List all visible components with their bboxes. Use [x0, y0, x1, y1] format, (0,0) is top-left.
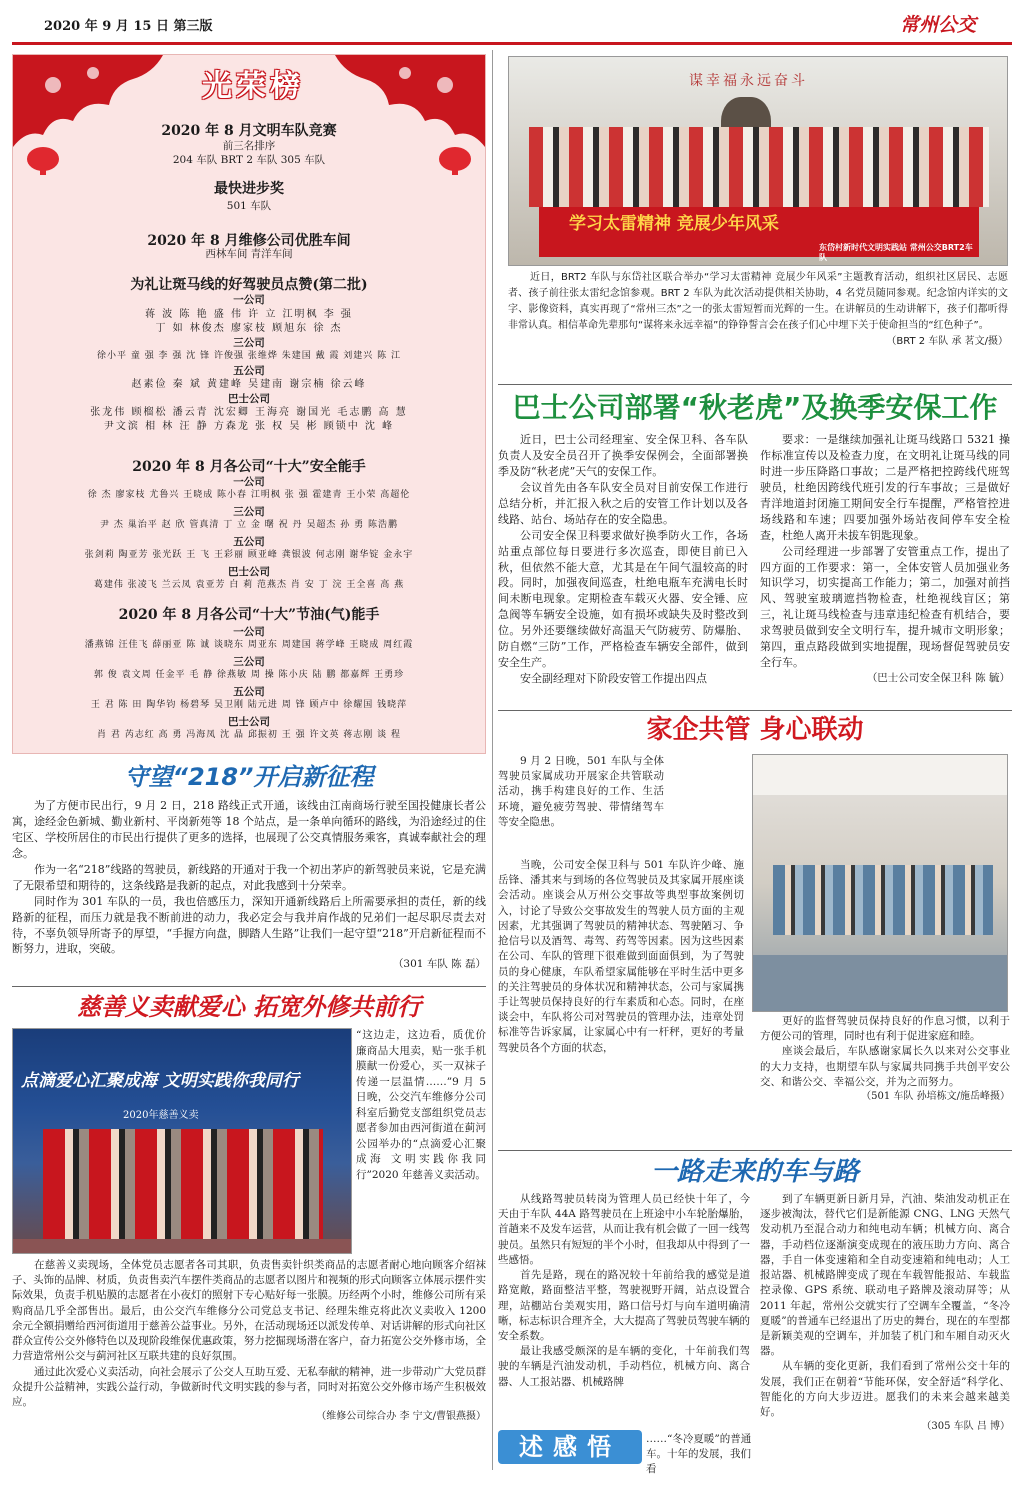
company-label: 三公司	[233, 506, 265, 518]
paragraph: 会议首先由各车队安全员对目前安保工作进行总结分析，并汇报入秋之后的安管工作计划以及各线路、站台、场站存在的安全隐患。	[498, 480, 748, 526]
column-badge: 述感悟	[498, 1430, 642, 1464]
section-heading: 2020 年 8 月维修公司优胜车间	[147, 233, 351, 249]
section-heading: 2020 年 8 月文明车队竞赛	[161, 123, 337, 139]
paragraph: 为了方便市民出行，9 月 2 日，218 路线正式开通，该线由江南商场行驶至国投健康长者公寓，途经金色新城、勤业新村、平岗新苑等 18 个站点，是一条单向循环的路线，为沿途经过的住宅区、学校所居住的市民出行提供了更多的选择，也展现了公交真情服务乘客，真诚奉献社会的理念。	[12, 799, 486, 860]
caption-text: 近日，BRT2 车队与东岱社区联合举办“学习太雷精神 竞展少年风采”主题教育活动，组织社区居民、志愿者、孩子前往张太雷纪念馆参观。BRT 2 车队为此次活动提供相关协助，4 名党员随同参观。纪念馆内详实的文字、影像资料，真实再现了“常州三杰”之一的张太雷短暂而光辉的一生。在讲解员的生动讲解下，孩子们都听得非常认真。相信革命先辈那句“谋将来永远幸福”的铮铮誓言会在孩子们心中埋下关于使命担当的“红色种子”。	[508, 272, 1008, 331]
honor-line: 徐小平 童 强 李 强 沈 锋 许俊强 张维烨 朱建国 戴 霞 刘建兴 陈 江	[96, 351, 402, 361]
paragraph: 最让我感受颇深的是车辆的变化，十年前我们驾驶的车辆是汽油发动机，手动档位，机械方向、离合器、人工报站器、机械路牌	[498, 1345, 750, 1388]
article-body	[12, 798, 486, 973]
honor-line: 肖 君 芮志红 高 勇 冯海凤 沈 晶 邱振初 王 强 许文英 蒋志刚 谈 程	[96, 730, 402, 740]
photo-charity-event	[12, 1028, 352, 1254]
company-label: 巴士公司	[228, 566, 270, 578]
honor-line: 郭 俊 袁文周 任金平 毛 静 徐燕敏 周 操 陈小庆 陆 鹏 都嘉辉 王勇珍	[93, 670, 405, 680]
honor-board-title: 光荣榜	[202, 69, 304, 104]
honor-line: 501 车队	[226, 200, 272, 212]
divider	[498, 384, 1012, 385]
photo-brt2-visit	[508, 56, 1008, 266]
company-label: 一公司	[233, 476, 265, 488]
group-of-volunteers	[43, 1129, 323, 1239]
paragraph: 近日，巴士公司经理室、安全保卫科、各车队负责人及安全员召开了换季安保例会，全面部署换季及防“秋老虎”天气的安保工作。	[498, 433, 748, 478]
paragraph: 作为一名“218”线路的驾驶员，新线路的开通对于我一个初出茅庐的新驾驶员来说，它是充满了无限希望和期待的，这条线路是我新的起点，对此我感到十分荣幸。	[12, 862, 486, 892]
paragraph: 公司安全保卫科要求做好换季防火工作，各场站重点部位每日要进行多次巡查，即使目前已入秋，但依然不能大意，尤其是在午间气温较高的时段。同时，加强夜间巡查，杜绝电瓶车充满电长时间未断电现象。定期检查车载灭火器、安全锤、应急阀等车辆安全设施，如有损坏或缺失及时整改到位。另外还要继续做好高温天气防疲劳、防爆胎、防自燃“三防”工作，严格检查车辆安全部件，做到安全生产。	[498, 528, 748, 670]
section-heading: 2020 年 8 月各公司“十大”安全能手	[132, 459, 366, 475]
paragraph: 通过此次爱心义卖活动，向社会展示了公交人互助互爱、无私奉献的精神，进一步带动广大党员群众提升公益精神，实践公益行动，争做新时代文明实践的参与者，同时对拓宽公交外修市场产生积极效应。	[12, 1365, 486, 1408]
article-column	[760, 1192, 1010, 1435]
foreground	[753, 955, 1008, 1012]
article-column	[760, 432, 1010, 686]
honor-line: 潘燕锦 汪佳飞 薛丽亚 陈 诚 谈晓东 周亚东 周建国 蒋学峰 王晓成 周红霞	[84, 640, 414, 650]
article-column	[498, 858, 744, 1148]
issue-date: 2020 年 9 月 15 日 第三版	[44, 19, 213, 34]
column-rule	[492, 50, 493, 1470]
article-credit: （维修公司综合办 李 宁文/曹银燕摄）	[316, 1411, 486, 1423]
honor-line: 西林车间 青洋车间	[205, 248, 293, 260]
header-rule	[12, 42, 1012, 45]
headline-charity: 慈善义卖献爱心 拓宽外修共前行	[76, 993, 422, 1021]
paragraph: 当晚，公司安全保卫科与 501 车队许少峰、施岳锋、潘其来与到场的各位驾驶员及其家属开展座谈会活动。座谈会从万州公交事故等典型事故案例切入，讨论了导致公交事故发生的驾驶人员方面的主观因素，尤其强调了驾驶员的精神状态、驾驶陋习、争抢信号以及酒驾、毒驾、药驾等因素。因为这些因素在公司、车队的管理下很难做到面面俱到，为了驾驶员的身心健康，车队希望家属能够在平时生活中更多的关注驾驶员的身体状况和精神状态，公司与家属携手让驾驶员保持良好的行车素质和心态。同时，在座谈会中，车队将公司对驾驶员的管理办法，违章处罚标准等告诉家属，让家属心中有一杆秤，更好的考量驾驶员各个方面的状态，	[498, 859, 744, 1054]
group-of-people	[529, 127, 989, 207]
photo-banner: 点滴爱心汇聚成海 文明实践你我同行	[21, 1071, 299, 1091]
company-label: 三公司	[233, 656, 265, 668]
masthead-logo: 常州公交	[900, 14, 977, 36]
honor-board	[12, 54, 486, 754]
honor-line: 赵素俭 秦 斌 黄建峰 吴建南 谢宗楠 徐云峰	[131, 379, 367, 390]
article-column	[760, 1014, 1010, 1105]
divider	[498, 710, 1012, 711]
headline-autumn-tiger: 巴士公司部署“秋老虎”及换季安保工作	[512, 391, 998, 424]
paragraph: 更好的监督驾驶员保持良好的作息习惯，以利于方便公司的管理，同时也有利于促进家庭和睦。	[760, 1015, 1010, 1043]
article-credit: （501 车队 孙培栋文/施岳峰摄）	[861, 1091, 1010, 1103]
honor-line: 徐 杰 廖家枝 尤鲁兴 王晓成 陈小春 江明枫 张 强 霍建青 王小荣 高超伦	[87, 490, 411, 500]
company-label: 五公司	[233, 365, 265, 377]
section-heading: 2020 年 8 月各公司“十大”节油(气)能手	[118, 607, 380, 623]
company-label: 巴士公司	[228, 716, 270, 728]
article-column	[498, 432, 748, 687]
headline-road: 一路走来的车与路	[650, 1157, 859, 1187]
honor-line: 蒋 波 陈 艳 盛 伟 许 立 江明枫 李 强	[145, 309, 353, 320]
honor-line: 张剑莉 陶亚芳 张光跃 王 飞 王彩丽 顾亚峰 龚银波 何志刚 谢华锭 金永宇	[84, 550, 414, 560]
article-credit: （305 车队 吕 博）	[921, 1421, 1010, 1433]
paragraph: 从线路驾驶员转岗为管理人员已经快十年了，今天由于车队 44A 路驾驶员在上班途中小车轮胎爆胎，首趟来不及发车运营，从而让我有机会做了一回一线驾驶员。虽然只有短短的半个小时，但我却从中得到了一些感悟。	[498, 1193, 750, 1266]
company-label: 五公司	[233, 536, 265, 548]
article-credit: （301 车队 陈 磊）	[392, 958, 486, 971]
paragraph: 在慈善义卖现场，全体党员志愿者各司其职，负责售卖针织类商品的志愿者耐心地向顾客介绍袜子、头饰的品牌、材质，负责售卖汽车摆件类商品的志愿者以图片和视频的形式向顾客立体展示摆件实际效果，负责手机贴膜的志愿者在小夜灯的照射下专心贴好每一张膜。历经两个小时，维修公司所有采购商品几乎全部售出。最后，由公交汽车维修分公司党总支书记、经理朱维克将此次义卖收入 1200 余元全额捐赠给西河街道用于慈善公益事业。另外，在活动现场还以派发传单、对话讲解的形式向社区群众宣传公交外修特色以及现阶段维保优惠政策，努力挖掘现场潜在客户，奋力拓宽公交外修市场，全力营造常州公交与蓟河社区互联共建的良好氛围。	[12, 1259, 486, 1363]
article-column	[498, 1192, 750, 1430]
company-label: 一公司	[233, 294, 265, 306]
company-label: 一公司	[233, 626, 265, 638]
paragraph: 从车辆的变化更新，我们看到了常州公交十年的发展，我们正在朝着“节能环保，安全舒适”科学化、智能化的方向大步迈进。愿我们的未来会越来越美好。	[760, 1360, 1010, 1419]
honor-line: 葛建伟 张凌飞 兰云凤 袁亚芳 白 莉 范燕杰 肖 安 丁 浣 王全喜 高 燕	[93, 580, 405, 590]
honor-line: 张龙伟 顾榴松 潘云青 沈宏卿 王海亮 谢国光 毛志鹏 高 慧	[90, 407, 408, 418]
honor-line: 尹 杰 巢治平 赵 欣 管真清 丁 立 金 曙 祝 丹 吴超杰 孙 勇 陈浩鹏	[100, 520, 398, 530]
photo-wall-sign: 谋幸福永远奋斗	[689, 73, 808, 89]
caption-credit: （BRT 2 车队 承 茗文/摄）	[886, 336, 1008, 347]
honor-line: 王 君 陈 田 陶华钧 杨碧琴 吴卫刚 陆元进 周 锋 顾卢中 徐耀国 钱晓萍	[90, 700, 408, 710]
stage-floor	[13, 1239, 352, 1254]
paragraph: 首先是路，现在的路况较十年前给我的感觉是道路宽敞，路面整洁平整，驾驶视野开阔，站点设置合理，站棚站台美观实用，路口信号灯与向车道明确清晰，标志标识合理齐全，大大提高了驾驶员驾驶车辆的安全系数。	[498, 1269, 750, 1342]
headline-family-company: 家企共管 身心联动	[646, 715, 864, 745]
paragraph: 座谈会最后，车队感谢家属长久以来对公交事业的大力支持，也期望车队与家属共同携手共创平安公交、和谐公交、幸福公交，并为之而努力。	[760, 1045, 1010, 1088]
company-label: 五公司	[233, 686, 265, 698]
honor-line: 丁 如 林俊杰 廖家枝 顾旭东 徐 杰	[155, 323, 343, 334]
honor-line: 204 车队 BRT 2 车队 305 车队	[172, 154, 326, 166]
paragraph: 到了车辆更新日新月异，汽油、柴油发动机正在逐步被淘汰，替代它们是新能源 CNG、LNG 天然气发动机乃至混合动力和纯电动车辆；机械方向、离合器，手动档位逐渐演变成现在的液压助力方向、离合器，手自一体变速箱和全自动变速箱和纯电动；人工报站器、机械路牌变成了现在车载智能报站、车载监控录像、GPS 系统、联动电子路牌及滚动屏等；从 2011 年起，常州公交就实行了空调车全覆盖，“冬冷夏暖”的普通车已经退出了历史的舞台，现在的车型都是新颖美观的空调车，并加装了机门和车厢自动灭火器。	[760, 1193, 1010, 1358]
company-label: 巴士公司	[228, 393, 270, 405]
headline-218: 守望“218”开启新征程	[124, 763, 374, 791]
company-label: 三公司	[233, 337, 265, 349]
photo-banner-sub: 2020年慈善义卖	[123, 1110, 199, 1121]
photo-caption	[508, 270, 1008, 374]
photo-banner	[539, 207, 979, 262]
divider	[12, 986, 486, 987]
article-body	[12, 1258, 486, 1425]
section-heading: 为礼让斑马线的好驾驶员点赞(第二批)	[130, 277, 368, 293]
ceiling	[753, 755, 1008, 795]
section-heading: 最快进步奖	[214, 181, 284, 197]
seated-attendees	[773, 865, 993, 935]
banner-text: 学习太雷精神 竞展少年风采	[569, 214, 779, 234]
paragraph: 安全副经理对下阶段安管工作提出四点	[520, 672, 707, 686]
paragraph-tail: ……“冬冷夏暖”的普通车。十年的发展，我们看	[646, 1433, 752, 1476]
paragraph: “这边走，这边看，质优价廉商品大甩卖，贴一张手机膜献一份爱心，买一双袜子传递一层温情……”9 月 5 日晚，公交汽车维修分公司科室后勤党支部组织党员志愿者参加由西河街道在蓟河公园举办的“点滴爱心汇聚成海 文明实践你我同行”2020 年慈善义卖活动。	[356, 1029, 486, 1181]
photo-family-meeting	[752, 754, 1008, 1012]
divider	[498, 1150, 1012, 1151]
section-subheading: 前三名排序	[222, 140, 276, 152]
banner-small-text: 东岱村新时代文明实践站 常州公交BRT2车队	[819, 243, 973, 262]
paragraph: 要求：一是继续加强礼让斑马线路口 5321 操作标准宣传以及检查力度，在文明礼让斑马线的同时进一步压降路口事故；二是严格把控跨线代班驾驶员，杜绝因跨线代班引发的行车事故；三是做好青洋地道封闭施工期间安全行车提醒，严格管控进场线路和车速；四要加强外场站夜间停车安全检查，杜绝人离开未拔车钥匙现象。	[760, 433, 1010, 542]
paragraph: 9 月 2 日晚，501 车队与全体驾驶员家属成功开展家企共管联动活动，携手构建良好的工作、生活环境，避免疲劳驾驶、带情绪驾车等安全隐患。	[498, 755, 664, 828]
paragraph: 公司经理进一步部署了安管重点工作，提出了四方面的工作要求：第一，全体安管人员加强业务知识学习，切实提高工作能力；第二，加强对前挡风、驾驶室玻璃遮挡物检查，杜绝视线盲区；第三，礼让斑马线检查与违章违纪检查有机结合，要求驾驶员做到安全文明行车，提升城市文明形象；第四，重点路段做到实地提醒，现场督促驾驶员安全行车。	[760, 544, 1010, 670]
article-credit: （巴士公司安全保卫科 陈 毓）	[866, 672, 1010, 685]
honor-line: 尹文滨 相 林 汪 静 方森龙 张 权 吴 彬 顾锁中 沈 峰	[103, 421, 395, 432]
paragraph: 同时作为 301 车队的一员，我也倍感压力，深知开通新线路后上所需要承担的责任，新的线路新的征程，而压力就是我不断前进的动力，我必定会与我并肩作战的兄弟们一起尽职尽责去对待，不辜负领导所寄予的厚望，“手握方向盘，脚踏人生路”让我们一起守望“218”开启新征程而不断努力，进取，突破。	[12, 894, 486, 956]
